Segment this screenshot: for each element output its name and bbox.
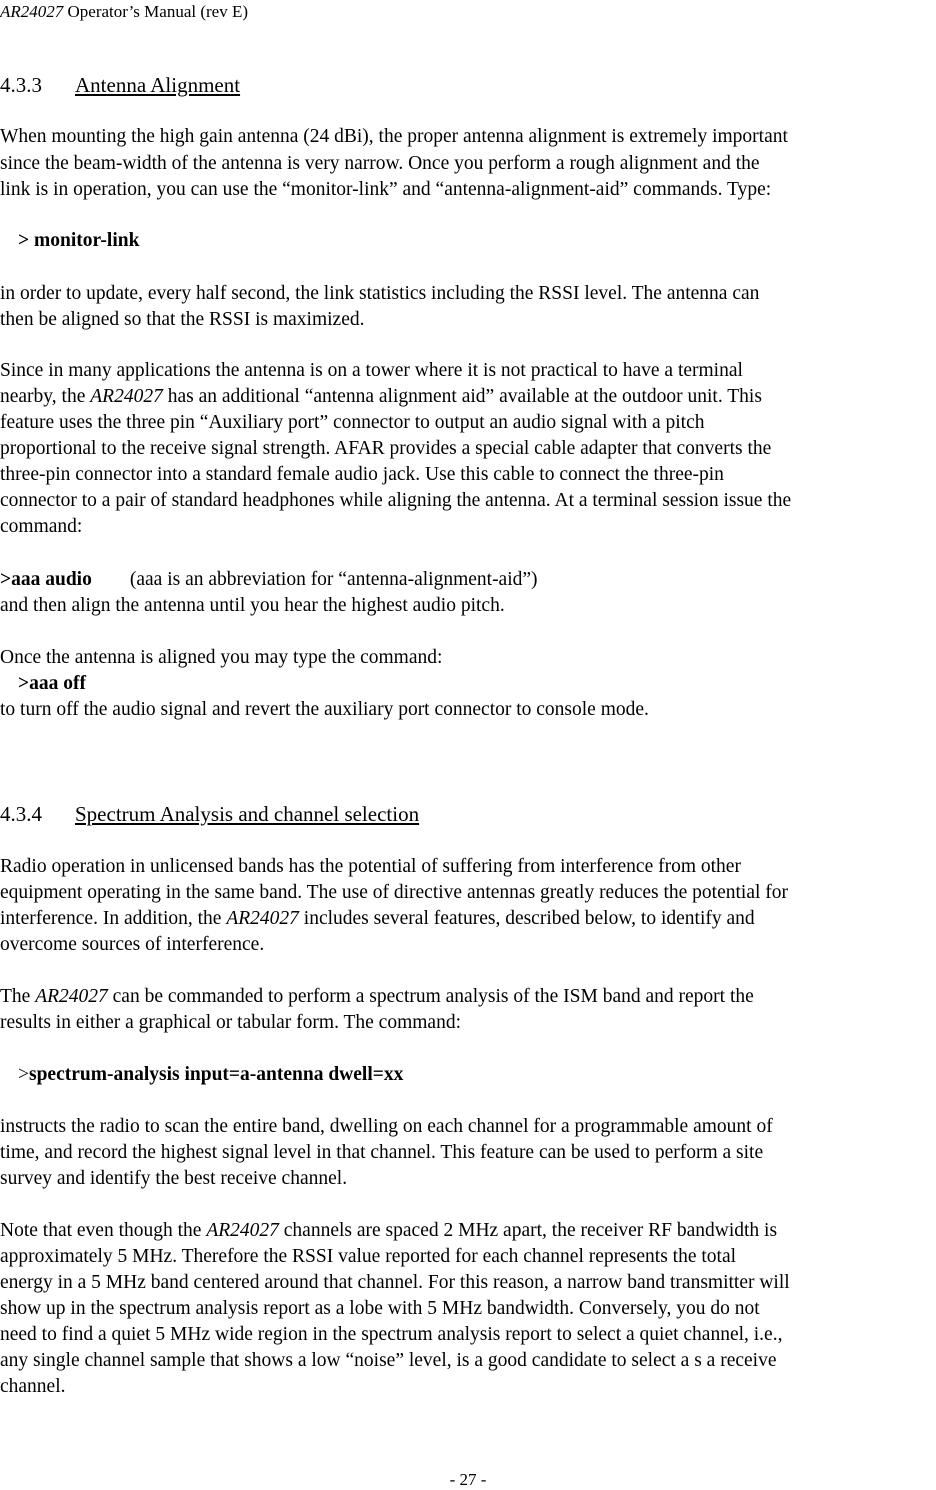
command-aaa-audio: [0, 568, 538, 592]
paragraph-line: since the beam-width of the antenna is very narrow. Once you perform a rough alignment and the: [0, 153, 760, 174]
header-product: AR24027: [0, 2, 64, 21]
text-run: can be commanded to perform a spectrum analysis of the ISM band and report the: [107, 986, 754, 1007]
command-text: spectrum-analysis input=a-antenna dwell=xx: [29, 1064, 404, 1085]
paragraph-line: need to find a quiet 5 MHz wide region in the spectrum analysis report to select a quiet channel, i.e.,: [0, 1324, 783, 1345]
command-note: (aaa is an abbreviation for “antenna-alignment-aid”): [129, 569, 538, 590]
section-heading-4-3-4: [0, 802, 419, 826]
text-run: interference. In addition, the: [0, 908, 227, 929]
section-heading-4-3-3: [0, 73, 240, 97]
section-title: Antenna Alignment: [75, 73, 241, 97]
paragraph-line: three-pin connector into a standard female audio jack. Use this cable to connect the three-pin: [0, 464, 724, 485]
product-name: AR24027: [226, 908, 299, 929]
paragraph-line: link is in operation, you can use the “monitor-link” and “antenna-alignment-aid” commands. Type:: [0, 179, 772, 200]
paragraph-line: equipment operating in the same band. The use of directive antennas greatly reduces the potential for: [0, 882, 789, 903]
paragraph-line: When mounting the high gain antenna (24 dBi), the proper antenna alignment is extremely important: [0, 126, 788, 147]
paragraph-line: any single channel sample that shows a low “noise” level, is a good candidate to select a s a receive: [0, 1350, 777, 1371]
paragraph-line: proportional to the receive signal strength. AFAR provides a special cable adapter that converts the: [0, 438, 772, 459]
paragraph-line: connector to a pair of standard headphones while aligning the antenna. At a terminal session issue the: [0, 490, 792, 511]
paragraph-line: show up in the spectrum analysis report as a lobe with 5 MHz bandwidth. Conversely, you do not: [0, 1298, 760, 1319]
product-name: AR24027: [90, 386, 163, 407]
paragraph-line: command:: [0, 516, 83, 537]
paragraph-line: [0, 985, 754, 1009]
text-run: channels are spaced 2 MHz apart, the receiver RF bandwidth is: [278, 1220, 778, 1241]
paragraph-line: in order to update, every half second, the link statistics including the RSSI level. The antenna can: [0, 283, 760, 304]
header-text: Operator’s Manual (rev E): [63, 2, 249, 21]
paragraph-line: to turn off the audio signal and revert the auxiliary port connector to console mode.: [0, 699, 649, 720]
command-prompt: >: [18, 1064, 29, 1085]
paragraph-line: Radio operation in unlicensed bands has the potential of suffering from interference from other: [0, 856, 741, 877]
text-run: nearby, the: [0, 386, 91, 407]
paragraph-line: Since in many applications the antenna is on a tower where it is not practical to have a terminal: [0, 360, 743, 381]
text-run: The: [0, 986, 36, 1007]
command-aaa-off: [18, 672, 86, 696]
text-run: Note that even though the: [0, 1220, 207, 1241]
text-run: includes several features, described below, to identify and: [298, 908, 755, 929]
section-title: Spectrum Analysis and channel selection: [75, 802, 420, 826]
command-text: >aaa audio: [0, 569, 92, 590]
command-text: > monitor-link: [18, 230, 140, 251]
paragraph-line: approximately 5 MHz. Therefore the RSSI value reported for each channel represents the total: [0, 1246, 737, 1267]
paragraph-line: time, and record the highest signal level in that channel. This feature can be used to perform a site: [0, 1142, 764, 1163]
product-name: AR24027: [206, 1220, 279, 1241]
command-spectrum-analysis: [18, 1063, 403, 1087]
section-number: 4.3.3: [0, 73, 42, 97]
command-text: >aaa off: [18, 673, 86, 694]
paragraph-line: channel.: [0, 1376, 66, 1397]
command-monitor-link: [18, 229, 139, 253]
paragraph-line: feature uses the three pin “Auxiliary port” connector to output an audio signal with a pitch: [0, 412, 705, 433]
paragraph-line: and then align the antenna until you hear the highest audio pitch.: [0, 595, 505, 616]
product-name: AR24027: [35, 986, 108, 1007]
paragraph-line: energy in a 5 MHz band centered around that channel. For this reason, a narrow band transmitter will: [0, 1272, 790, 1293]
paragraph-line: instructs the radio to scan the entire band, dwelling on each channel for a programmable amount of: [0, 1116, 773, 1137]
paragraph-line: [0, 907, 755, 931]
paragraph-line: then be aligned so that the RSSI is maximized.: [0, 309, 365, 330]
page-number: - 27 -: [449, 1470, 487, 1489]
text-run: has an additional “antenna alignment aid” available at the outdoor unit. This: [162, 386, 762, 407]
running-header: [0, 0, 248, 24]
paragraph-line: survey and identify the best receive channel.: [0, 1168, 348, 1189]
paragraph-line: Once the antenna is aligned you may type the command:: [0, 647, 443, 668]
paragraph-line: results in either a graphical or tabular form. The command:: [0, 1012, 461, 1033]
section-number: 4.3.4: [0, 802, 42, 826]
paragraph-line: overcome sources of interference.: [0, 934, 265, 955]
paragraph-line: [0, 385, 762, 409]
paragraph-line: [0, 1219, 777, 1243]
